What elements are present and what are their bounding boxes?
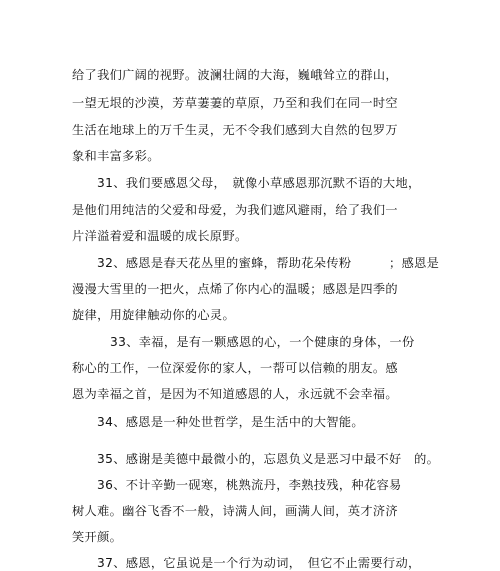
paragraph-32-line: 32、感恩是春天花丛里的蜜蜂，帮助花朵传粉 ；感恩是: [97, 256, 440, 270]
paragraph-34-line: 34、感恩是一种处世哲学，是生活中的大智能。: [97, 415, 364, 429]
paragraph-35-line: 35、感谢是美德中最微小的，忘恩负义是恶习中最不好 的。: [97, 452, 440, 466]
text-line: 笑开颜。: [72, 530, 123, 544]
text-line: 旋律，用旋律触动你的心灵。: [72, 308, 235, 322]
text-line: 称心的工作，一位深爱你的家人，一帮可以信赖的朋友。感: [72, 361, 398, 375]
paragraph-36-line: 36、不计辛勤一砚寒，桃熟流丹，李熟技残，种花容易: [97, 478, 402, 492]
text-line: 象和丰富多彩。: [72, 149, 160, 163]
text-line: 片洋溢着爱和温暖的成长原野。: [72, 229, 248, 243]
text-line: 树人难。幽谷飞香不一般，诗满人间，画满人间，英才济济: [72, 504, 398, 518]
paragraph-37-line: 37、感恩，它虽说是一个行为动词， 但它不止需要行动，: [97, 556, 421, 570]
paragraph-33-line: 33、幸福，是有一颗感恩的心，一个健康的身体，一份: [110, 335, 415, 349]
text-line: 是他们用纯洁的父爱和母爱，为我们遮风避雨，给了我们一: [72, 203, 398, 217]
paragraph-31-line: 31、我们要感恩父母， 就像小草感恩那沉默不语的大地，: [97, 176, 421, 190]
text-line: 一望无垠的沙漠，芳草萋萋的草原，乃至和我们在同一时空: [72, 96, 398, 110]
text-line: 恩为幸福之首，是因为不知道感恩的人，永远就不会幸福。: [72, 387, 398, 401]
text-line: 漫漫大雪里的一把火，点烯了你内心的温暖；感恩是四季的: [72, 282, 398, 296]
text-line: 生活在地球上的万千生灵，无不令我们感到大自然的包罗万: [72, 123, 398, 137]
text-line: 给了我们广阔的视野。波澜壮阔的大海，巍峨耸立的群山，: [72, 68, 398, 82]
